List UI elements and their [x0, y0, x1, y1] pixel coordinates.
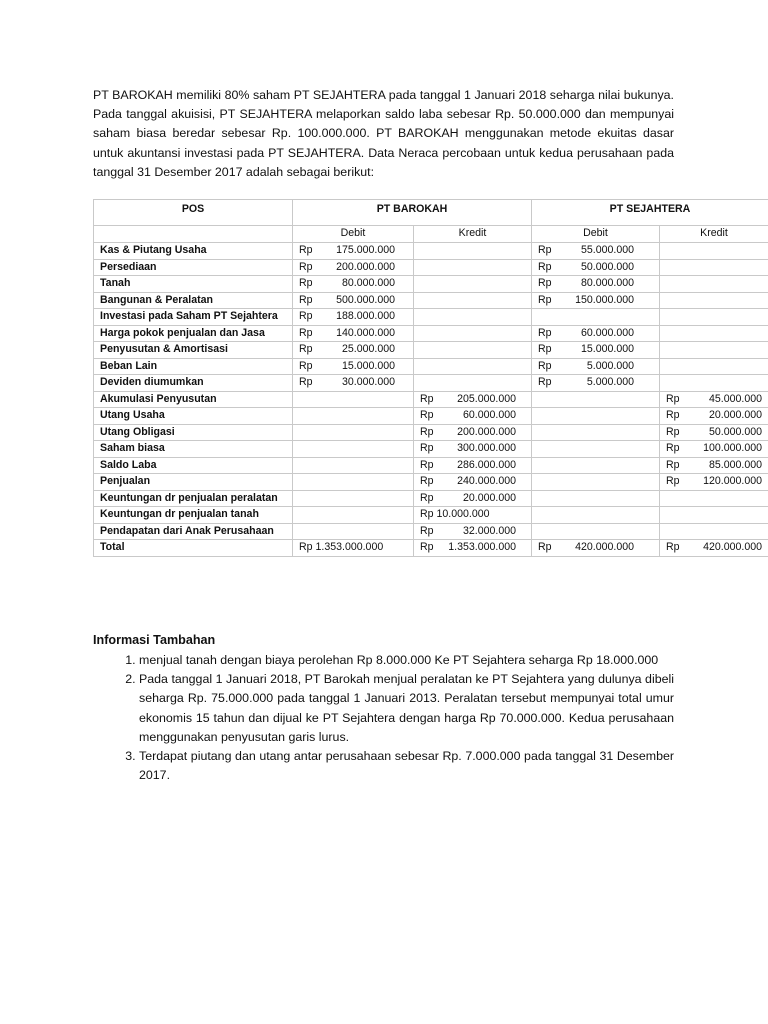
trial-balance-table	[93, 199, 768, 557]
header-pos: POS	[94, 200, 293, 226]
cell-s-kredit	[660, 276, 768, 293]
cell-b-debit	[293, 375, 414, 392]
table-row	[94, 424, 768, 441]
cell-s-kredit	[660, 292, 768, 309]
currency-label: Rp	[420, 491, 434, 504]
cell-b-kredit	[414, 441, 532, 458]
cell-s-kredit	[660, 507, 768, 524]
currency-label: Rp	[538, 244, 552, 256]
info-title: Informasi Tambahan	[93, 633, 216, 647]
info-item: 2. Pada tanggal 1 Januari 2018, PT Barokah menjual peralatan ke PT Sejahtera yang dulunya dibeli seharga Rp. 75.000.000 pada tanggal 1 Januari 2013. Peralatan tersebut mempunyai total umur ekonomis 15 tahun dan dijual ke PT Sejahtera dengan harga Rp 70.000.000. Kedua perusahaan menggunakan penyusutan garis lurus.	[139, 670, 674, 747]
currency-label: Rp	[666, 409, 680, 421]
currency-label: Rp	[299, 359, 313, 372]
amount-value: 20.000.000	[462, 491, 516, 504]
currency-label: Rp	[538, 359, 552, 372]
header-sejahtera: PT SEJAHTERA	[532, 200, 768, 226]
amount-value: 45.000.000	[708, 392, 762, 405]
row-label: Saham biasa	[94, 441, 293, 458]
currency-label: Rp	[538, 343, 552, 355]
row-label: Deviden diumumkan	[94, 375, 293, 392]
cell-s-debit	[532, 408, 660, 425]
cell-s-debit	[532, 292, 660, 309]
currency-label: Rp	[666, 541, 680, 553]
cell-b-kredit	[414, 474, 532, 491]
currency-label: Rp	[538, 376, 552, 388]
cell-b-kredit	[414, 358, 532, 375]
cell-s-debit	[532, 424, 660, 441]
amount-value: 80.000.000	[580, 277, 634, 289]
cell-s-debit	[532, 474, 660, 491]
cell-s-kredit	[660, 490, 768, 507]
intro-paragraph: PT BAROKAH memiliki 80% saham PT SEJAHTERA pada tanggal 1 Januari 2018 seharga nilai bukunya. Pada tanggal akuisisi, PT SEJAHTERA melaporkan saldo laba sebesar Rp. 50.000.000 dan mempunyai saham biasa beredar sebesar Rp. 100.000.000. PT BAROKAH menggunakan metode ekuitas dasar untuk akuntansi investasi pada PT SEJAHTERA. Data Neraca percobaan untuk kedua perusahaan pada tanggal 31 Desember 2017 adalah sebagai berikut:	[93, 88, 674, 179]
table-row	[94, 474, 768, 491]
currency-label: Rp	[420, 425, 434, 438]
cell-s-debit	[532, 540, 660, 557]
row-label: Keuntungan dr penjualan peralatan	[94, 490, 293, 507]
amount-value: 5.000.000	[586, 359, 634, 372]
amount-value: 55.000.000	[580, 244, 634, 256]
amount-value: 420.000.000	[703, 541, 762, 553]
cell-s-kredit	[660, 325, 768, 342]
subheader-barokah-kredit: Kredit	[414, 226, 532, 243]
currency-label: Rp	[420, 541, 434, 553]
amount-value: 60.000.000	[462, 409, 516, 421]
cell-b-debit	[293, 276, 414, 293]
cell-b-debit	[293, 424, 414, 441]
amount-value: 5.000.000	[586, 376, 634, 388]
cell-s-kredit	[660, 375, 768, 392]
cell-b-debit	[293, 391, 414, 408]
table-row	[94, 243, 768, 260]
cell-b-kredit	[414, 309, 532, 326]
table-row	[94, 490, 768, 507]
table-row	[94, 309, 768, 326]
currency-label: Rp	[538, 277, 552, 289]
currency-label: Rp	[420, 392, 434, 405]
currency-label: Rp	[420, 524, 434, 537]
cell-s-debit	[532, 391, 660, 408]
table-row	[94, 523, 768, 540]
cell-s-kredit	[660, 474, 768, 491]
amount-value: 80.000.000	[341, 277, 395, 289]
subheader-sejahtera-debit: Debit	[532, 226, 660, 243]
table-row	[94, 457, 768, 474]
row-label: Harga pokok penjualan dan Jasa	[94, 325, 293, 342]
row-label: Pendapatan dari Anak Perusahaan	[94, 523, 293, 540]
cell-s-kredit	[660, 457, 768, 474]
amount-value: 420.000.000	[575, 541, 634, 553]
cell-b-kredit	[414, 490, 532, 507]
cell-b-debit	[293, 441, 414, 458]
cell-b-kredit	[414, 276, 532, 293]
cell-b-kredit	[414, 325, 532, 342]
row-label: Beban Lain	[94, 358, 293, 375]
amount-value: 32.000.000	[462, 524, 516, 537]
cell-s-kredit	[660, 358, 768, 375]
subheader-barokah-debit: Debit	[293, 226, 414, 243]
subheader-sejahtera-kredit: Kredit	[660, 226, 768, 243]
header-barokah: PT BAROKAH	[293, 200, 532, 226]
amount-value: 15.000.000	[580, 343, 634, 355]
cell-b-kredit	[414, 375, 532, 392]
table-row	[94, 507, 768, 524]
cell-s-debit	[532, 441, 660, 458]
cell-b-debit	[293, 243, 414, 260]
cell-s-debit	[532, 490, 660, 507]
table-row	[94, 375, 768, 392]
cell-b-kredit	[414, 523, 532, 540]
cell-b-kredit	[414, 342, 532, 359]
cell-s-kredit	[660, 540, 768, 557]
info-list	[93, 651, 674, 785]
table-row	[94, 358, 768, 375]
currency-label: Rp	[666, 442, 680, 454]
currency-label: Rp	[538, 541, 552, 553]
amount-value: 20.000.000	[708, 409, 762, 421]
cell-b-kredit	[414, 424, 532, 441]
table-row	[94, 391, 768, 408]
row-label: Investasi pada Saham PT Sejahtera	[94, 309, 293, 326]
currency-label: Rp	[299, 326, 313, 339]
cell-b-debit	[293, 457, 414, 474]
cell-b-kredit: Rp 10.000.000	[414, 507, 532, 524]
currency-label: Rp	[666, 458, 680, 471]
row-label: Kas & Piutang Usaha	[94, 243, 293, 260]
currency-label: Rp	[420, 458, 434, 471]
cell-b-debit	[293, 408, 414, 425]
cell-b-debit	[293, 507, 414, 524]
currency-label: Rp	[299, 277, 313, 289]
cell-s-kredit	[660, 523, 768, 540]
amount-value: 300.000.000	[457, 442, 516, 454]
currency-label: Rp	[420, 475, 434, 487]
currency-label: Rp	[299, 260, 313, 273]
currency-label: Rp	[420, 409, 434, 421]
cell-s-debit	[532, 507, 660, 524]
table-row	[94, 441, 768, 458]
cell-s-debit	[532, 276, 660, 293]
cell-b-kredit	[414, 243, 532, 260]
row-label: Persediaan	[94, 259, 293, 276]
cell-b-kredit	[414, 391, 532, 408]
subheader-empty	[94, 226, 293, 243]
table-row	[94, 276, 768, 293]
currency-label: Rp	[666, 475, 680, 487]
row-label: Utang Usaha	[94, 408, 293, 425]
amount-value: 85.000.000	[708, 458, 762, 471]
cell-s-kredit	[660, 408, 768, 425]
cell-s-kredit	[660, 342, 768, 359]
amount-value: 25.000.000	[341, 343, 395, 355]
currency-label: Rp	[420, 442, 434, 454]
amount-value: 500.000.000	[336, 293, 395, 306]
currency-label: Rp	[666, 392, 680, 405]
amount-value: 50.000.000	[580, 260, 634, 273]
currency-label: Rp	[299, 376, 313, 388]
cell-s-debit	[532, 243, 660, 260]
cell-b-debit	[293, 523, 414, 540]
cell-b-debit	[293, 474, 414, 491]
amount-value: 205.000.000	[457, 392, 516, 405]
table-row	[94, 540, 768, 557]
row-label: Total	[94, 540, 293, 557]
table-body	[94, 243, 768, 557]
table-row	[94, 325, 768, 342]
cell-s-kredit	[660, 309, 768, 326]
cell-b-debit	[293, 292, 414, 309]
info-item: 3. Terdapat piutang dan utang antar perusahaan sebesar Rp. 7.000.000 pada tanggal 31 Desember 2017.	[139, 747, 674, 785]
currency-label: Rp	[299, 310, 313, 322]
cell-s-kredit	[660, 424, 768, 441]
cell-s-debit	[532, 325, 660, 342]
info-item: 1. menjual tanah dengan biaya perolehan Rp 8.000.000 Ke PT Sejahtera seharga Rp 18.000.000	[139, 651, 674, 670]
amount-value: 30.000.000	[341, 376, 395, 388]
currency-label: Rp	[538, 260, 552, 273]
row-label: Bangunan & Peralatan	[94, 292, 293, 309]
row-label: Penyusutan & Amortisasi	[94, 342, 293, 359]
cell-b-debit	[293, 259, 414, 276]
table-row	[94, 342, 768, 359]
cell-s-debit	[532, 523, 660, 540]
amount-value: 240.000.000	[457, 475, 516, 487]
cell-s-debit	[532, 259, 660, 276]
cell-s-debit	[532, 309, 660, 326]
amount-value: 200.000.000	[457, 425, 516, 438]
table-row	[94, 259, 768, 276]
amount-value: 120.000.000	[703, 475, 762, 487]
cell-b-kredit	[414, 457, 532, 474]
cell-s-kredit	[660, 441, 768, 458]
amount-value: 175.000.000	[336, 244, 395, 256]
amount-value: 50.000.000	[708, 425, 762, 438]
cell-s-debit	[532, 375, 660, 392]
cell-s-debit	[532, 342, 660, 359]
cell-b-debit	[293, 490, 414, 507]
cell-b-debit	[293, 309, 414, 326]
cell-b-kredit	[414, 259, 532, 276]
row-label: Keuntungan dr penjualan tanah	[94, 507, 293, 524]
currency-label: Rp	[299, 293, 313, 306]
amount-value: 1.353.000.000	[448, 541, 516, 553]
currency-label: Rp	[538, 326, 552, 339]
cell-b-debit	[293, 325, 414, 342]
currency-label: Rp	[299, 343, 313, 355]
currency-label: Rp	[666, 425, 680, 438]
amount-value: 286.000.000	[457, 458, 516, 471]
cell-s-kredit	[660, 391, 768, 408]
cell-b-debit	[293, 358, 414, 375]
amount-value: 150.000.000	[575, 293, 634, 306]
cell-s-debit	[532, 358, 660, 375]
amount-value: 188.000.000	[336, 310, 395, 322]
currency-label: Rp	[299, 244, 313, 256]
amount-value: 15.000.000	[341, 359, 395, 372]
amount-value: 140.000.000	[336, 326, 395, 339]
table-row	[94, 292, 768, 309]
amount-value: 100.000.000	[703, 442, 762, 454]
cell-b-kredit	[414, 292, 532, 309]
amount-value: 200.000.000	[336, 260, 395, 273]
currency-label: Rp	[538, 293, 552, 306]
cell-b-debit	[293, 342, 414, 359]
cell-b-debit: Rp 1.353.000.000	[293, 540, 414, 557]
table-row	[94, 408, 768, 425]
cell-s-debit	[532, 457, 660, 474]
cell-s-kredit	[660, 259, 768, 276]
cell-b-kredit	[414, 408, 532, 425]
cell-b-kredit	[414, 540, 532, 557]
row-label: Utang Obligasi	[94, 424, 293, 441]
row-label: Penjualan	[94, 474, 293, 491]
amount-value: 60.000.000	[580, 326, 634, 339]
row-label: Akumulasi Penyusutan	[94, 391, 293, 408]
row-label: Tanah	[94, 276, 293, 293]
row-label: Saldo Laba	[94, 457, 293, 474]
cell-s-kredit	[660, 243, 768, 260]
